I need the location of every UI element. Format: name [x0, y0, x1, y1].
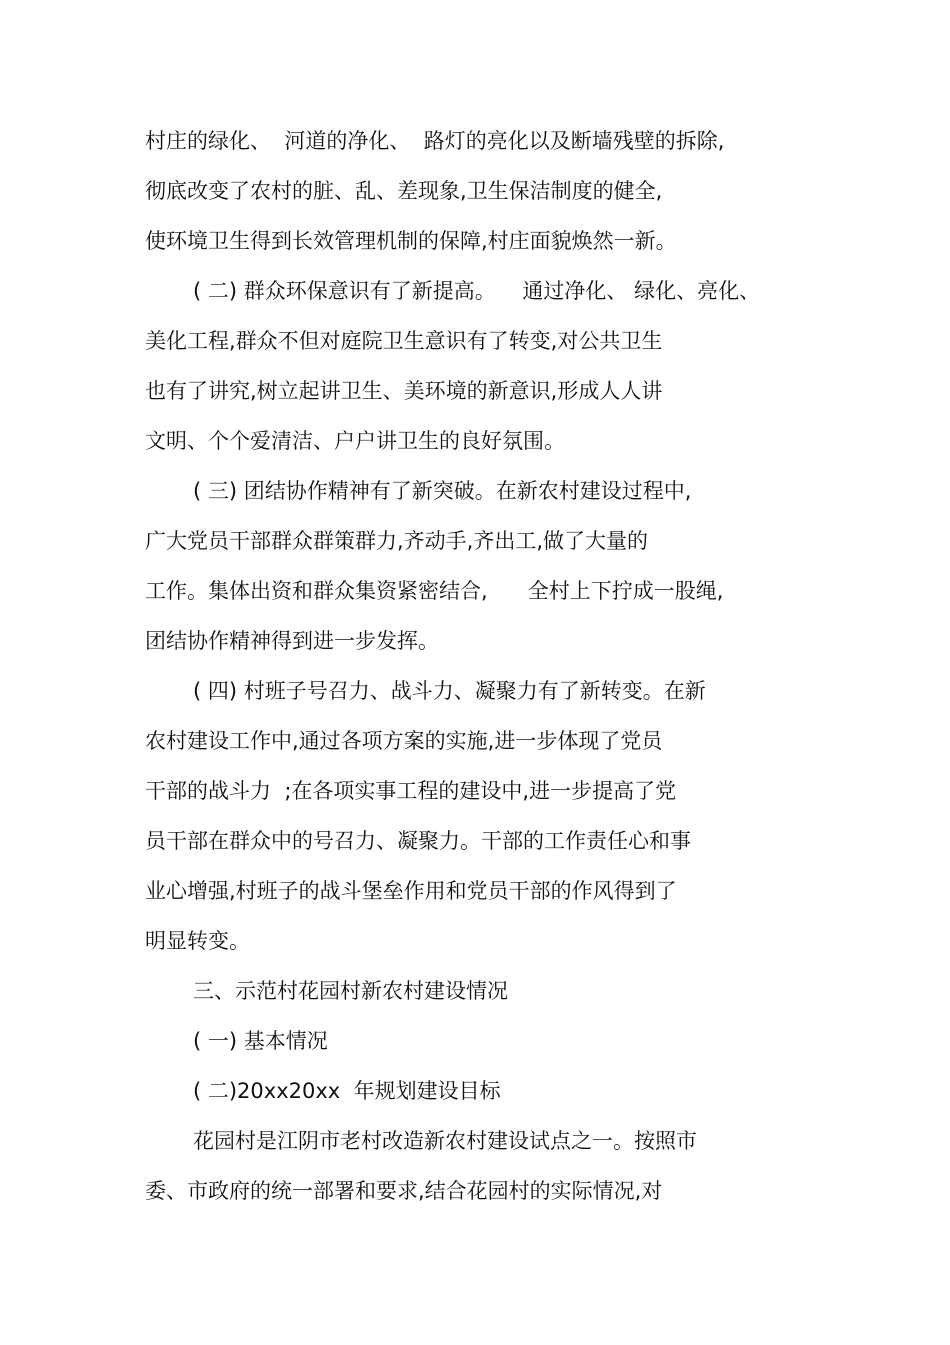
- text-line-1: 村庄的绿化、 河道的净化、 路灯的亮化以及断墙残壁的拆除,: [145, 129, 725, 153]
- text-line-22: 委、市政府的统一部署和要求,结合花园村的实际情况,对: [145, 1179, 663, 1203]
- section-3-heading: 三、示范村花园村新农村建设情况: [193, 979, 508, 1003]
- text-line-9: 广大党员干部群众群策群力,齐动手,齐出工,做了大量的: [145, 529, 649, 553]
- text-line-14: 干部的战斗力 ;在各项实事工程的建设中,进一步提高了党: [145, 779, 677, 803]
- text-line-16: 业心增强,村班子的战斗堡垒作用和党员干部的作风得到了: [145, 879, 677, 903]
- text-line-5: 美化工程,群众不但对庭院卫生意识有了转变,对公共卫生: [145, 329, 663, 353]
- text-line-17: 明显转变。: [145, 929, 250, 953]
- text-line-10: 工作。集体出资和群众集资紧密结合, 全村上下拧成一股绳,: [145, 579, 724, 603]
- paragraph-3-heading-line: ( 三) 团结协作精神有了新突破。在新农村建设过程中,: [193, 479, 692, 503]
- paragraph-huayuan-village-line: 花园村是江阴市老村改造新农村建设试点之一。按照市: [193, 1129, 697, 1153]
- text-line-2: 彻底改变了农村的脏、乱、差现象,卫生保洁制度的健全,: [145, 179, 663, 203]
- text-line-3: 使环境卫生得到长效管理机制的保障,村庄面貌焕然一新。: [145, 229, 677, 253]
- paragraph-4-heading-line: ( 四) 村班子号召力、战斗力、凝聚力有了新转变。在新: [193, 679, 706, 703]
- subsection-basic-info-heading: ( 一) 基本情况: [193, 1029, 328, 1053]
- text-line-13: 农村建设工作中,通过各项方案的实施,进一步体现了党员: [145, 729, 663, 753]
- text-line-7: 文明、个个爱清洁、户户讲卫生的良好氛围。: [145, 429, 565, 453]
- document-body: [145, 116, 825, 1216]
- subsection-planning-goals-heading: ( 二)20xx20xx 年规划建设目标: [193, 1079, 501, 1103]
- text-line-15: 员干部在群众中的号召力、凝聚力。干部的工作责任心和事: [145, 829, 691, 853]
- paragraph-2-heading-line: ( 二) 群众环保意识有了新提高。 通过净化、 绿化、亮化、: [193, 279, 761, 303]
- text-line-11: 团结协作精神得到进一步发挥。: [145, 629, 439, 653]
- text-line-6: 也有了讲究,树立起讲卫生、美环境的新意识,形成人人讲: [145, 379, 663, 403]
